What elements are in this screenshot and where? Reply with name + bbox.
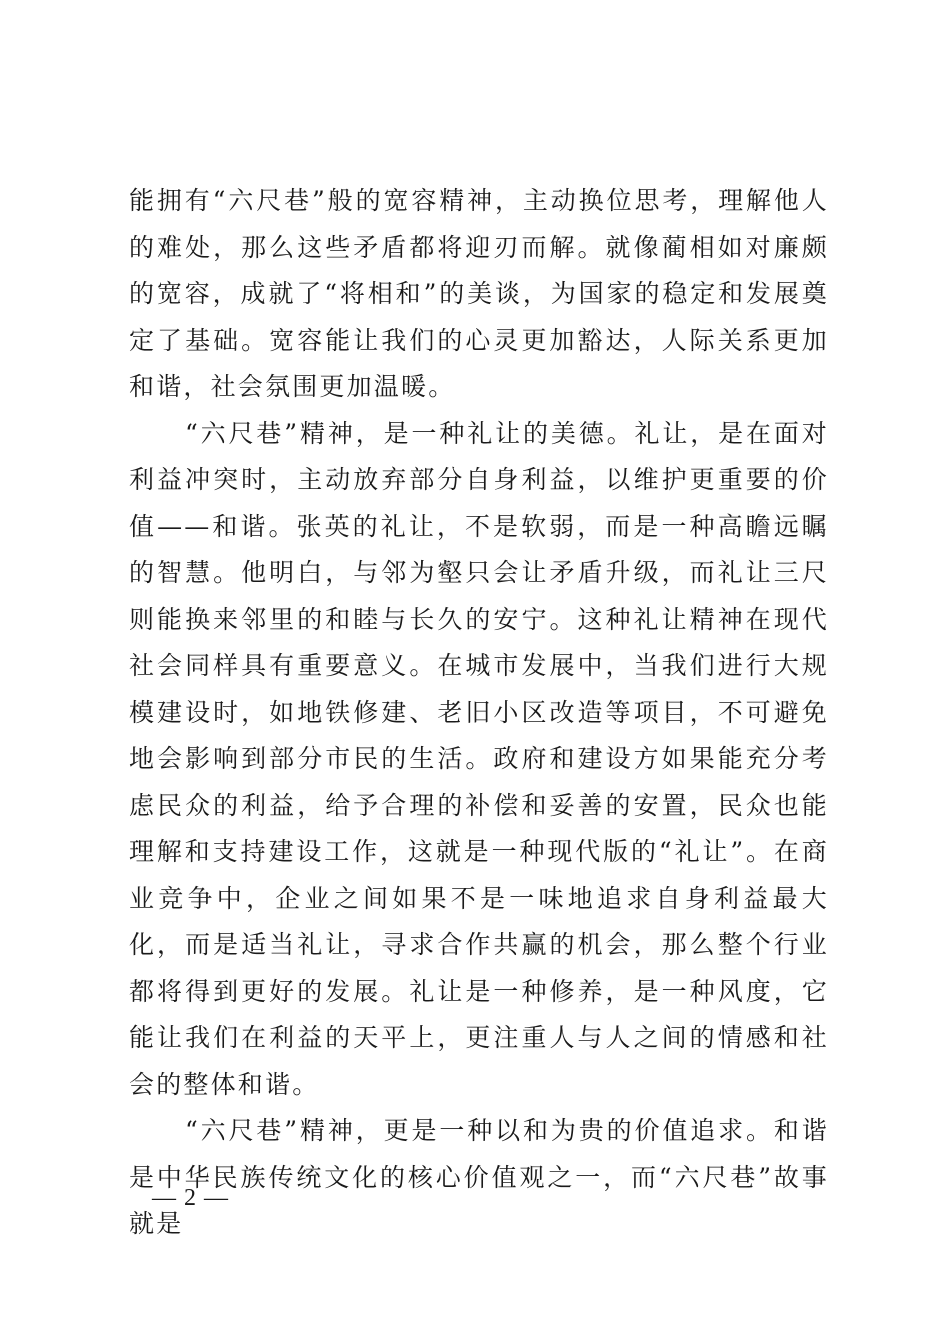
- paragraph-courtesy: “六尺巷”精神，是一种礼让的美德。礼让，是在面对利益冲突时，主动放弃部分自身利益，以维护更重要的价值——和谐。张英的礼让，不是软弱，而是一种高瞻远瞩的智慧。他明白，与邻为壑只会让矛盾升级，而礼让三尺则能换来邻里的和睦与长久的安宁。这种礼让精神在现代社会同样具有重要意义。在城市发展中，当我们进行大规模建设时，如地铁修建、老旧小区改造等项目，不可避免地会影响到部分市民的生活。政府和建设方如果能充分考虑民众的利益，给予合理的补偿和妥善的安置，民众也能理解和支持建设工作，这就是一种现代版的“礼让”。在商业竞争中，企业之间如果不是一味地追求自身利益最大化，而是适当礼让，寻求合作共赢的机会，那么整个行业都将得到更好的发展。礼让是一种修养，是一种风度，它能让我们在利益的天平上，更注重人与人之间的情感和社会的整体和谐。: [129, 418, 829, 1099]
- paragraph-harmony: “六尺巷”精神，更是一种以和为贵的价值追求。和谐是中华民族传统文化的核心价值观之一，而“六尺巷”故事就是: [129, 1116, 829, 1238]
- document-body: [129, 178, 829, 1248]
- page-number: — 2 —: [152, 1185, 229, 1211]
- paragraph-tolerance: 能拥有“六尺巷”般的宽容精神，主动换位思考，理解他人的难处，那么这些矛盾都将迎刃而解。就像蔺相如对廉颇的宽容，成就了“将相和”的美谈，为国家的稳定和发展奠定了基础。宽容能让我们的心灵更加豁达，人际关系更加和谐，社会氛围更加温暖。: [129, 186, 829, 401]
